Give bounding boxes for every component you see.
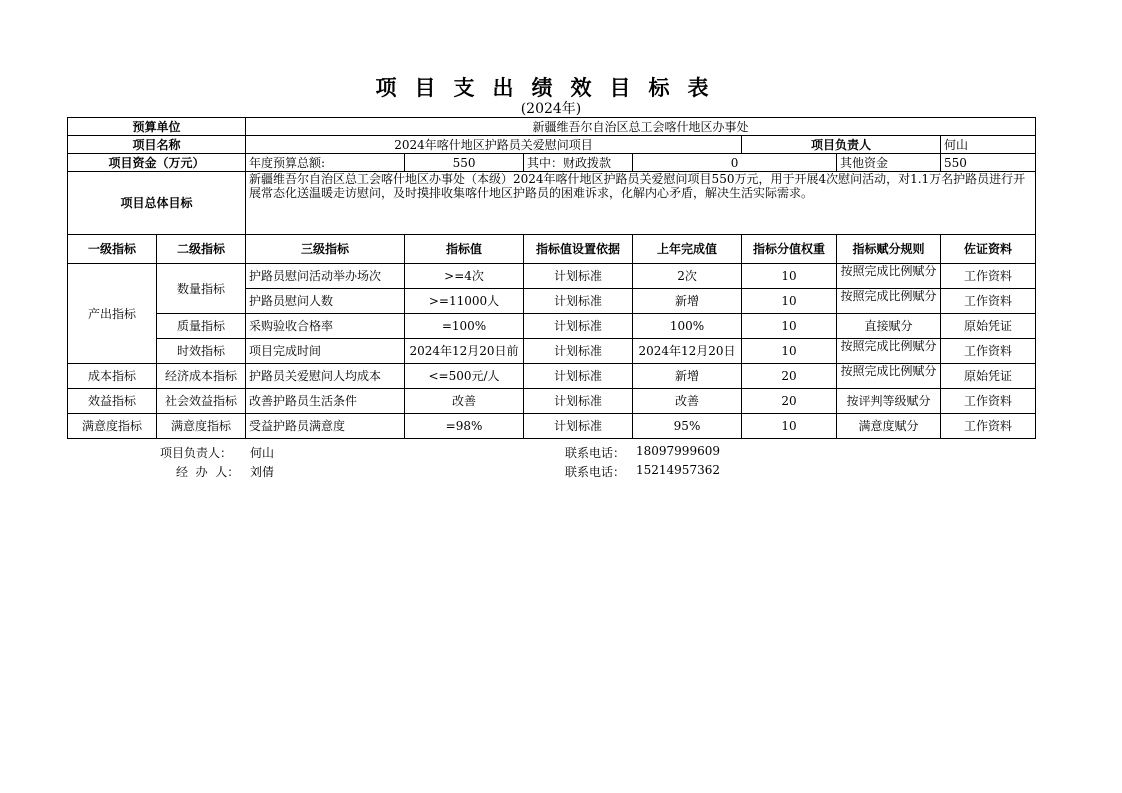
evidence-cell: 工作资料 [941, 339, 1036, 364]
value-cell: 2024年12月20日前 [405, 339, 524, 364]
column-header: 一级指标 [68, 235, 157, 264]
column-header: 指标赋分规则 [837, 235, 941, 264]
rule-cell: 按评判等级赋分 [837, 389, 941, 414]
level2-cell: 社会效益指标 [157, 389, 246, 414]
page-title: 项目支出绩效目标表 [375, 76, 727, 100]
project-name-row [68, 136, 1036, 154]
fiscal-funds-value: 0 [633, 154, 837, 172]
rule-cell: 满意度赋分 [837, 414, 941, 439]
column-header: 指标值设置依据 [524, 235, 633, 264]
weight-cell: 10 [742, 339, 837, 364]
evidence-cell: 工作资料 [941, 389, 1036, 414]
last-year-cell: 新增 [633, 289, 742, 314]
overall-goal-label: 项目总体目标 [68, 172, 246, 235]
footer-phone-1: 18097999609 [636, 444, 720, 458]
level1-output: 产出指标 [68, 264, 157, 364]
level3-cell: 采购验收合格率 [246, 314, 405, 339]
overall-goal-row [68, 172, 1036, 235]
table-row [68, 339, 1036, 364]
last-year-cell: 改善 [633, 389, 742, 414]
rule-cell: 按照完成比例赋分 [837, 264, 941, 289]
evidence-cell: 工作资料 [941, 414, 1036, 439]
footer-handler-name: 刘倩 [250, 465, 275, 479]
footer-phone-2: 15214957362 [636, 463, 720, 477]
last-year-cell: 100% [633, 314, 742, 339]
evidence-cell: 工作资料 [941, 289, 1036, 314]
year-subtitle: (2024年) [520, 101, 582, 117]
level1-satisfaction: 满意度指标 [68, 414, 157, 439]
level1-cost: 成本指标 [68, 364, 157, 389]
project-funds-label: 项目资金（万元） [68, 154, 246, 172]
annual-budget-value: 550 [405, 154, 524, 172]
basis-cell: 计划标准 [524, 264, 633, 289]
basis-cell: 计划标准 [524, 389, 633, 414]
footer-phone-label-2: 联系电话： [565, 465, 626, 479]
level3-cell: 项目完成时间 [246, 339, 405, 364]
rule-cell: 按照完成比例赋分 [837, 339, 941, 364]
table-row [68, 364, 1036, 389]
weight-cell: 10 [742, 289, 837, 314]
footer-leader-label: 项目负责人： [160, 446, 233, 460]
level2-cell: 满意度指标 [157, 414, 246, 439]
weight-cell: 20 [742, 389, 837, 414]
rule-cell: 按照完成比例赋分 [837, 289, 941, 314]
evidence-cell: 原始凭证 [941, 364, 1036, 389]
project-funds-row [68, 154, 1036, 172]
budget-unit-value: 新疆维吾尔自治区总工会喀什地区办事处 [246, 118, 1036, 136]
overall-goal-text: 新疆维吾尔自治区总工会喀什地区办事处（本级）2024年喀什地区护路员关爱慰问项目550万元，用于开展4次慰问活动，对1.1万名护路员进行开展常态化送温暖走访慰问，及时摸排收集喀什地区护路员的困难诉求，化解内心矛盾，解决生活实际需求。 [246, 172, 1036, 235]
level2-cell: 时效指标 [157, 339, 246, 364]
level2-cell: 经济成本指标 [157, 364, 246, 389]
other-funds-label: 其他资金 [837, 154, 941, 172]
level2-quantity: 数量指标 [157, 264, 246, 314]
value-cell: 改善 [405, 389, 524, 414]
value-cell: =98% [405, 414, 524, 439]
level3-cell: 改善护路员生活条件 [246, 389, 405, 414]
table-row [68, 264, 1036, 289]
weight-cell: 10 [742, 264, 837, 289]
last-year-cell: 95% [633, 414, 742, 439]
value-cell: >=11000人 [405, 289, 524, 314]
footer-leader-name: 何山 [250, 446, 275, 460]
column-header: 指标值 [405, 235, 524, 264]
level3-cell: 护路员慰问人数 [246, 289, 405, 314]
weight-cell: 10 [742, 414, 837, 439]
level2-cell: 质量指标 [157, 314, 246, 339]
footer-phone-label-1: 联系电话： [565, 446, 626, 460]
value-cell: >=4次 [405, 264, 524, 289]
level3-cell: 护路员关爱慰问人均成本 [246, 364, 405, 389]
fiscal-funds-label: 其中：财政拨款 [524, 154, 633, 172]
performance-table [67, 117, 1036, 439]
column-header: 三级指标 [246, 235, 405, 264]
annual-budget-label: 年度预算总额: [246, 154, 405, 172]
budget-unit-label: 预算单位 [68, 118, 246, 136]
project-name-label: 项目名称 [68, 136, 246, 154]
last-year-cell: 2024年12月20日 [633, 339, 742, 364]
column-header: 上年完成值 [633, 235, 742, 264]
evidence-cell: 工作资料 [941, 264, 1036, 289]
project-leader-value: 何山 [941, 136, 1036, 154]
last-year-cell: 新增 [633, 364, 742, 389]
column-header-row [68, 235, 1036, 264]
table-row [68, 389, 1036, 414]
project-leader-label: 项目负责人 [742, 136, 941, 154]
basis-cell: 计划标准 [524, 314, 633, 339]
value-cell: <=500元/人 [405, 364, 524, 389]
column-header: 佐证资料 [941, 235, 1036, 264]
column-header: 二级指标 [157, 235, 246, 264]
basis-cell: 计划标准 [524, 414, 633, 439]
budget-unit-row [68, 118, 1036, 136]
value-cell: =100% [405, 314, 524, 339]
basis-cell: 计划标准 [524, 339, 633, 364]
footer-handler-label: 经 办 人： [176, 465, 240, 479]
project-name-value: 2024年喀什地区护路员关爱慰问项目 [246, 136, 742, 154]
weight-cell: 10 [742, 314, 837, 339]
basis-cell: 计划标准 [524, 364, 633, 389]
rule-cell: 直接赋分 [837, 314, 941, 339]
table-row [68, 414, 1036, 439]
table-row [68, 314, 1036, 339]
basis-cell: 计划标准 [524, 289, 633, 314]
level3-cell: 受益护路员满意度 [246, 414, 405, 439]
column-header: 指标分值权重 [742, 235, 837, 264]
weight-cell: 20 [742, 364, 837, 389]
other-funds-value: 550 [941, 154, 1036, 172]
level1-benefit: 效益指标 [68, 389, 157, 414]
rule-cell: 按照完成比例赋分 [837, 364, 941, 389]
evidence-cell: 原始凭证 [941, 314, 1036, 339]
last-year-cell: 2次 [633, 264, 742, 289]
level3-cell: 护路员慰问活动举办场次 [246, 264, 405, 289]
